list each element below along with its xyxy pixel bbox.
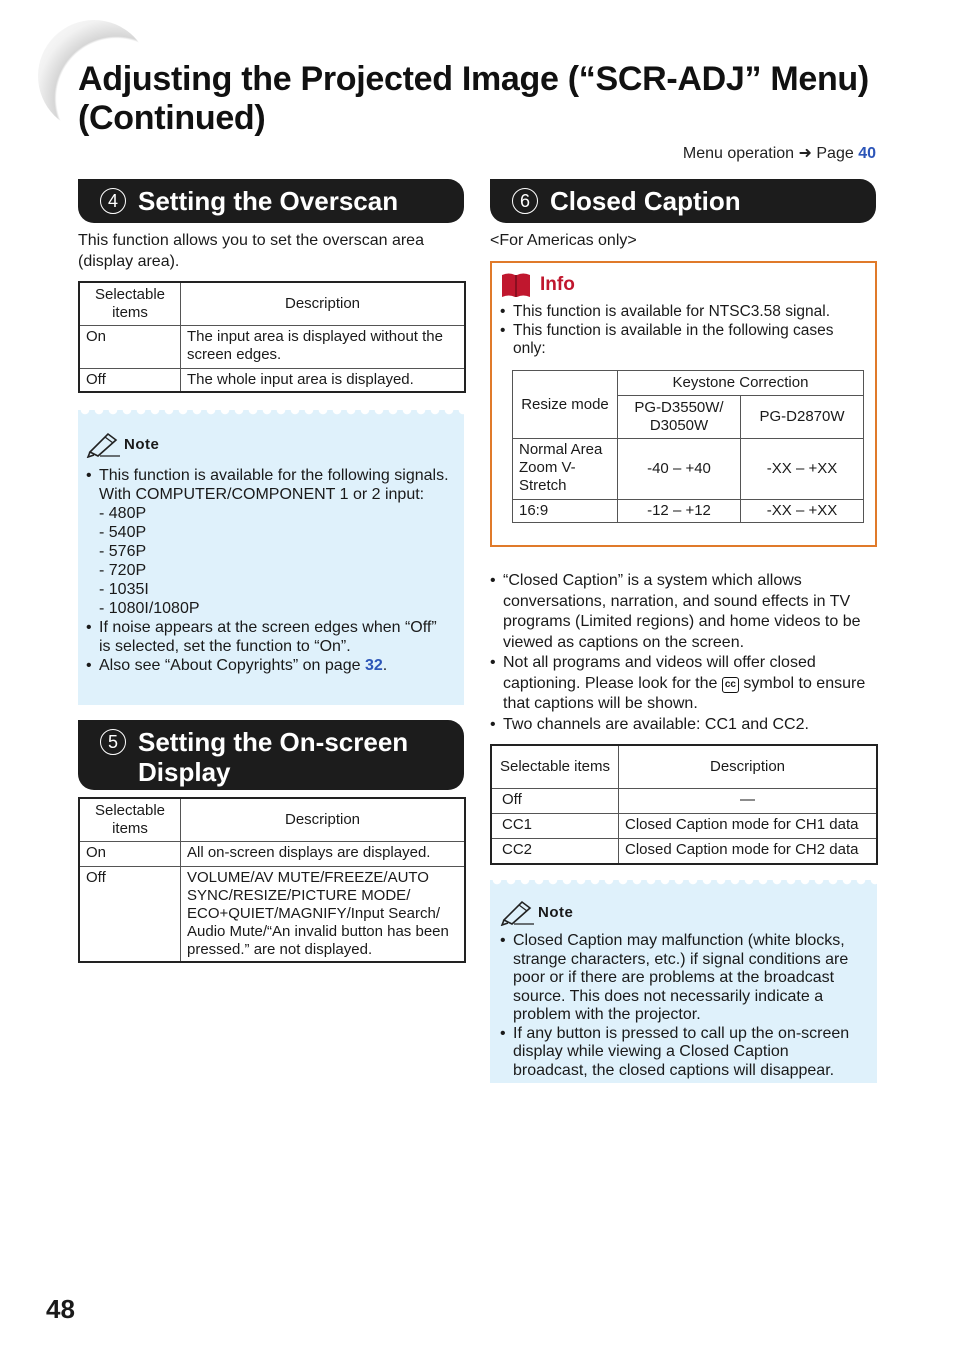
section-header-closed-caption [490,179,876,223]
scallop-edge [490,880,877,888]
column-header: Selectable items [79,798,181,842]
note-text: . [382,657,388,674]
column-header: Selectable items [79,282,181,326]
table-row [513,500,864,523]
section-number-badge: 5 [100,729,126,755]
arrow-right-icon: ➜ [798,145,812,162]
list-item [86,656,450,675]
table-cell-item: Off [491,789,619,814]
column-header: Description [181,798,466,842]
table-cell-item: Off [79,867,181,963]
table-cell-item: CC1 [491,814,619,839]
list-item: • Two channels are available: CC1 and CC2. [490,715,876,736]
section-heading: Setting the Overscan [138,186,399,216]
column-header: PG-D3550W/ D3050W [618,396,741,439]
table-header-row [491,745,877,789]
caption-note-box [490,880,877,1083]
list-item: • This function is available in the following cases only: [500,322,867,359]
table-row [491,814,877,839]
table-cell-item: On [79,842,181,867]
caption-bullets [490,571,876,735]
note-header [500,898,859,926]
bullet-text: symbol to ensure that captions will be shown. [503,674,866,712]
overscan-intro: This function allows you to set the overscan area (display area). [78,232,424,270]
table-row [79,867,465,963]
note-list [500,932,859,1080]
table-cell-desc: The whole input area is displayed. [181,369,466,393]
page-link-40[interactable]: 40 [858,145,876,162]
table-row [79,326,465,369]
table-cell-desc: Closed Caption mode for CH2 data [619,839,878,865]
onscreen-table [78,797,466,963]
column-header: Selectable items [491,745,619,789]
table-cell-item: On [79,326,181,369]
list-item [490,653,876,715]
table-cell-desc: Closed Caption mode for CH1 data [619,814,878,839]
table-cell-value: -XX – +XX [741,500,864,523]
signal-item: - 720P [99,562,147,579]
column-header: Description [619,745,878,789]
info-header [500,271,867,299]
table-header-row [513,371,864,396]
menu-op-page-label: Page [816,145,854,162]
title-line-1: Adjusting the Projected Image (“SCR-ADJ” Menu) [78,60,869,98]
signal-item: - 540P [99,524,147,541]
page-number: 48 [46,1294,75,1324]
section-heading: Closed Caption [550,186,741,216]
note-header [86,430,450,458]
bullet-text: Not all programs and videos will offer closed captioning. Please look for the [503,654,816,692]
list-item: • If noise appears at the screen edges when “Off” is selected, set the function to “On”. [86,618,450,656]
section-header-onscreen-display [78,720,464,790]
table-cell-desc: — [619,789,878,814]
title-line-2: (Continued) [78,99,266,137]
table-cell-item: Off [79,369,181,393]
column-header: PG-D2870W [741,396,864,439]
column-header: Resize mode [513,371,618,439]
section-number-badge: 4 [100,188,126,214]
list-item: • “Closed Caption” is a system which allows conversations, narration, and sound effects in TV programs (Limited regions) and home videos to be viewed as captions on the screen. [490,571,876,653]
column-header: Description [181,282,466,326]
table-cell-desc: All on-screen displays are displayed. [181,842,466,867]
list-item: • If any button is pressed to call up the on-screen display while viewing a Closed Caption broadcast, the closed captions will disappear. [500,1025,859,1081]
list-item: • Closed Caption may malfunction (white blocks, strange characters, etc.) if signal conditions are poor or if there are problems at the broadcast source. This does not necessarily indicate a problem with the projector. [500,932,859,1025]
scallop-edge [78,410,464,418]
signal-item: - 1035I [99,581,149,598]
pencil-note-icon [86,430,122,458]
section-header-overscan [78,179,464,223]
note-text: This function is available for the following signals. [99,467,449,484]
table-row [491,789,877,814]
heading-line: Display [138,757,231,787]
page-link-32[interactable]: 32 [364,657,383,674]
list-item [86,466,450,618]
section-heading [138,727,408,787]
closed-caption-icon: cc [722,677,739,693]
overscan-note-box [78,410,464,705]
table-cell-desc: The input area is displayed without the screen edges. [181,326,466,369]
menu-op-label: Menu operation [682,145,795,162]
note-list [86,466,450,675]
table-row [79,842,465,867]
signal-item: - 576P [99,543,147,560]
signal-item: - 480P [99,505,147,522]
table-cell-mode: Normal Area Zoom V-Stretch [513,439,618,500]
caption-table [490,744,878,865]
info-label: Info [540,274,575,295]
table-cell-item: CC2 [491,839,619,865]
pencil-note-icon [500,898,536,926]
table-cell-value: -40 – +40 [618,439,741,500]
note-text: With COMPUTER/COMPONENT 1 or 2 input: [99,486,425,503]
column-group-header: Keystone Correction [618,371,864,396]
table-header-row [79,798,465,842]
note-label: Note [124,435,160,453]
table-cell-desc: VOLUME/AV MUTE/FREEZE/AUTO SYNC/RESIZE/PICTURE MODE/ ECO+QUIET/MAGNIFY/Input Search/ Audio Mute/“An invalid button has been pressed.” are not displayed. [181,867,466,963]
menu-operation-ref [683,143,876,163]
overscan-table [78,281,466,393]
table-cell-value: -12 – +12 [618,500,741,523]
note-label: Note [538,903,574,921]
book-info-icon [500,271,532,299]
page-title [78,60,898,138]
info-box [490,261,877,547]
section-number-badge: 6 [512,188,538,214]
region-note: <For Americas only> [490,232,637,249]
table-row [79,369,465,393]
table-cell-value: -XX – +XX [741,439,864,500]
heading-line: Setting the On-screen [138,727,409,757]
table-cell-mode: 16:9 [513,500,618,523]
list-item: • This function is available for NTSC3.58 signal. [500,303,867,322]
keystone-table [512,370,864,523]
signal-item: - 1080I/1080P [99,600,200,617]
table-header-row [79,282,465,326]
note-text: Also see “About Copyrights” on page [99,657,365,674]
table-row [513,439,864,500]
table-row [491,839,877,865]
info-list [500,303,867,359]
